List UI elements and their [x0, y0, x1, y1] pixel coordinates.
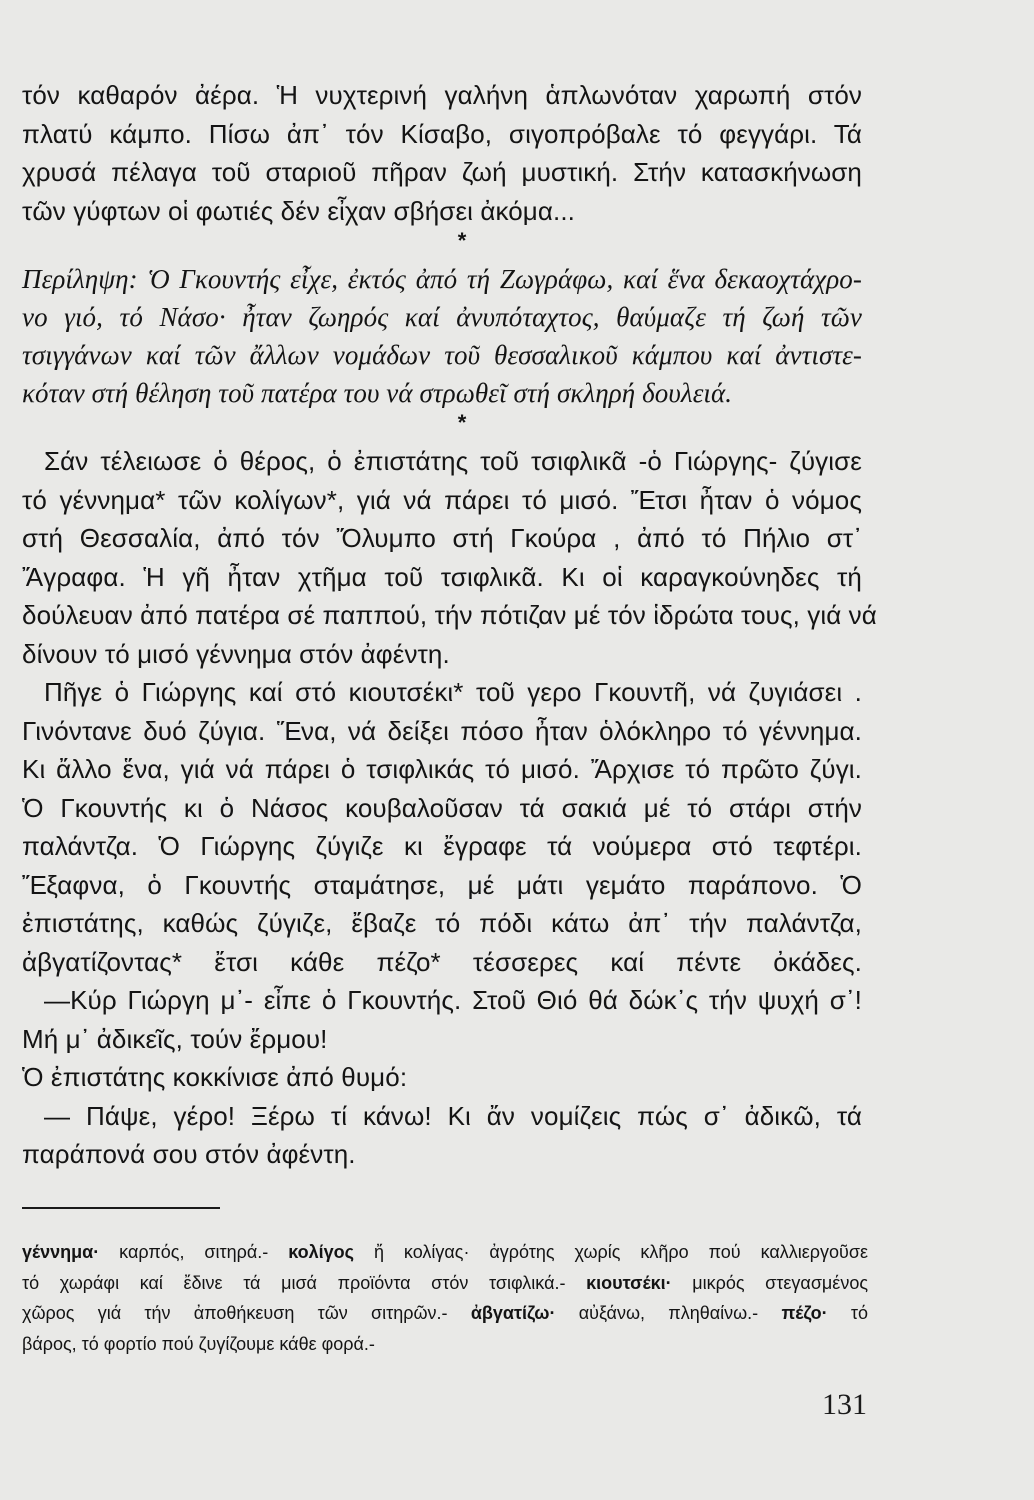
footnote-term: κιουτσέκι·	[586, 1272, 672, 1293]
footnote-divider	[22, 1207, 220, 1209]
footnote-line	[22, 1268, 868, 1299]
text-line: τόν καθαρόν ἀέρα. Ἡ νυχτερινή γαλήνη ἁπλωνόταν χαρωπή στόν	[22, 80, 862, 110]
footnote-definition: τό χωράφι καί ἔδινε τά μισά προϊόντα στόν τσιφλικά.-	[22, 1272, 587, 1293]
text-line: παλάντζα. Ὁ Γιώργης ζύγιζε κι ἔγραφε τά νούμερα στό τεφτέρι.	[22, 831, 862, 861]
intro-paragraph	[22, 76, 862, 230]
footnote-definition: μικρός στεγασμένος	[671, 1272, 869, 1293]
text-line: Ἄγραφα. Ἡ γῆ ἦταν χτῆμα τοῦ τσιφλικᾶ. Κι οἱ καραγκούνηδες τή	[22, 561, 862, 592]
footnote-definition: καρπός, σιτηρά.-	[99, 1242, 289, 1262]
footnote-line	[22, 1237, 868, 1268]
text-line: —Κύρ Γιώργη μ᾿- εἶπε ὁ Γκουντής. Στοῦ Θιό θά δώκ᾿ς τήν ψυχή σ᾿!	[44, 985, 862, 1015]
text-line: Ὁ ἐπιστάτης κοκκίνισε ἀπό θυμό:	[22, 1062, 408, 1092]
text-line: Γινόντανε δυό ζύγια. Ἕνα, νά δείξει πόσο ἦταν ὁλόκληρο τό γέννημα.	[22, 715, 862, 746]
text-line: ἀβγατίζοντας* ἔτσι κάθε πέζο* τέσσερες καί πέντε ὀκάδες.	[22, 946, 862, 977]
footnote-term: ἀβγατίζω·	[470, 1303, 556, 1323]
text-line: — Πάψε, γέρο! Ξέρω τί κάνω! Κι ἄν νομίζεις πώς σ᾿ ἀδικῶ, τά	[44, 1100, 862, 1131]
book-page	[22, 76, 877, 1174]
text-line: Ὁ Γκουντής κι ὁ Νάσος κουβαλοῦσαν τά σακιά μέ τό στάρι στήν	[22, 792, 862, 823]
text-line: Μή μ᾿ ἀδικεῖς, τούν ἔρμου!	[22, 1023, 328, 1054]
footnote-term: πέζο·	[781, 1303, 828, 1323]
footnote-term: γέννημα·	[22, 1242, 100, 1262]
dialogue-overseer	[22, 1097, 862, 1174]
text-line: Ἔξαφνα, ὁ Γκουντής σταμάτησε, μέ μάτι γεμάτο παράπονο. Ὁ	[22, 869, 862, 900]
footnote-definition: χῶρος γιά τήν ἀποθήκευση τῶν σιτηρῶν.-	[22, 1303, 471, 1323]
footnotes	[22, 1237, 868, 1359]
text-line: στή Θεσσαλία, ἀπό τόν Ὄλυμπο στή Γκούρα , ἀπό τό Πήλιο στ᾿	[22, 523, 862, 553]
summary-line: νο γιό, τό Νάσο· ἦταν ζωηρός καί ἀνυπόταχτος, θαύμαζε τή ζωή τῶν	[22, 302, 862, 332]
footnote-term: κολίγος	[288, 1242, 355, 1262]
narration-line	[22, 1058, 862, 1097]
text-line: χρυσά πέλαγα τοῦ σταριοῦ πῆραν ζωή μυστική. Στήν κατασκήνωση	[22, 157, 862, 187]
text-line: δίνουν τό μισό γέννημα στόν ἀφέντη.	[22, 638, 450, 669]
summary-line: κόταν στή θέληση τοῦ πατέρα του νά στρωθεῖ στή σκληρή δουλειά.	[22, 378, 733, 408]
summary-paragraph	[22, 260, 862, 412]
footnote-line	[22, 1298, 868, 1329]
text-line: ἐπιστάτης, καθώς ζύγιζε, ἔβαζε τό πόδι κάτω ἀπ᾿ τήν παλάντζα,	[22, 908, 862, 938]
text-line: παράπονά σου στόν ἀφέντη.	[22, 1139, 356, 1169]
text-line: δούλευαν ἀπό πατέρα σέ παππού, τήν πότιζαν μέ τόν ἱδρώτα τους, γιά νά	[22, 600, 877, 630]
page-number: 131	[822, 1388, 867, 1421]
text-line: τό γέννημα* τῶν κολίγων*, γιά νά πάρει τό μισό. Ἔτσι ἦταν ὁ νόμος	[22, 484, 862, 515]
footnote-definition: βάρος, τό φορτίο πού ζυγίζουμε κάθε φορά.-	[22, 1333, 375, 1354]
section-separator-star: *	[457, 228, 467, 253]
text-line: τῶν γύφτων οἱ φωτιές δέν εἶχαν σβήσει ἀκόμα...	[22, 195, 575, 226]
footnote-definition: ἤ κολίγας· ἀγρότης χωρίς κλῆρο πού καλλιεργοῦσε	[354, 1242, 869, 1262]
paragraph-harvest	[22, 442, 877, 673]
summary-line: Περίληψη: Ὁ Γκουντής εἶχε, ἐκτός ἀπό τή Ζωγράφω, καί ἕνα δεκαοχτάχρο-	[22, 264, 862, 294]
text-line: πλατύ κάμπο. Πίσω ἀπ᾿ τόν Κίσαβο, σιγοπρόβαλε τό φεγγάρι. Τά	[22, 118, 862, 149]
text-line: Κι ἄλλο ἕνα, γιά νά πάρει ὁ τσιφλικάς τό μισό. Ἄρχισε τό πρῶτο ζύγι.	[22, 754, 862, 784]
footnote-definition: αὐξάνω, πληθαίνω.-	[555, 1303, 782, 1323]
dialogue-gountis	[22, 981, 862, 1058]
footnote-definition: τό	[827, 1303, 869, 1323]
text-line: Σάν τέλειωσε ὁ θέρος, ὁ ἐπιστάτης τοῦ τσιφλικᾶ -ὁ Γιώργης- ζύγισε	[44, 446, 862, 476]
summary-line: τσιγγάνων καί τῶν ἄλλων νομάδων τοῦ θεσσαλικοῦ κάμπου καί ἀντιστε-	[22, 340, 862, 370]
paragraph-weighing	[22, 673, 862, 981]
text-line: Πῆγε ὁ Γιώργης καί στό κιουτσέκι* τοῦ γερο Γκουντῆ, νά ζυγιάσει .	[44, 677, 862, 707]
footnote-line	[22, 1329, 868, 1360]
section-separator-star: *	[457, 410, 467, 435]
